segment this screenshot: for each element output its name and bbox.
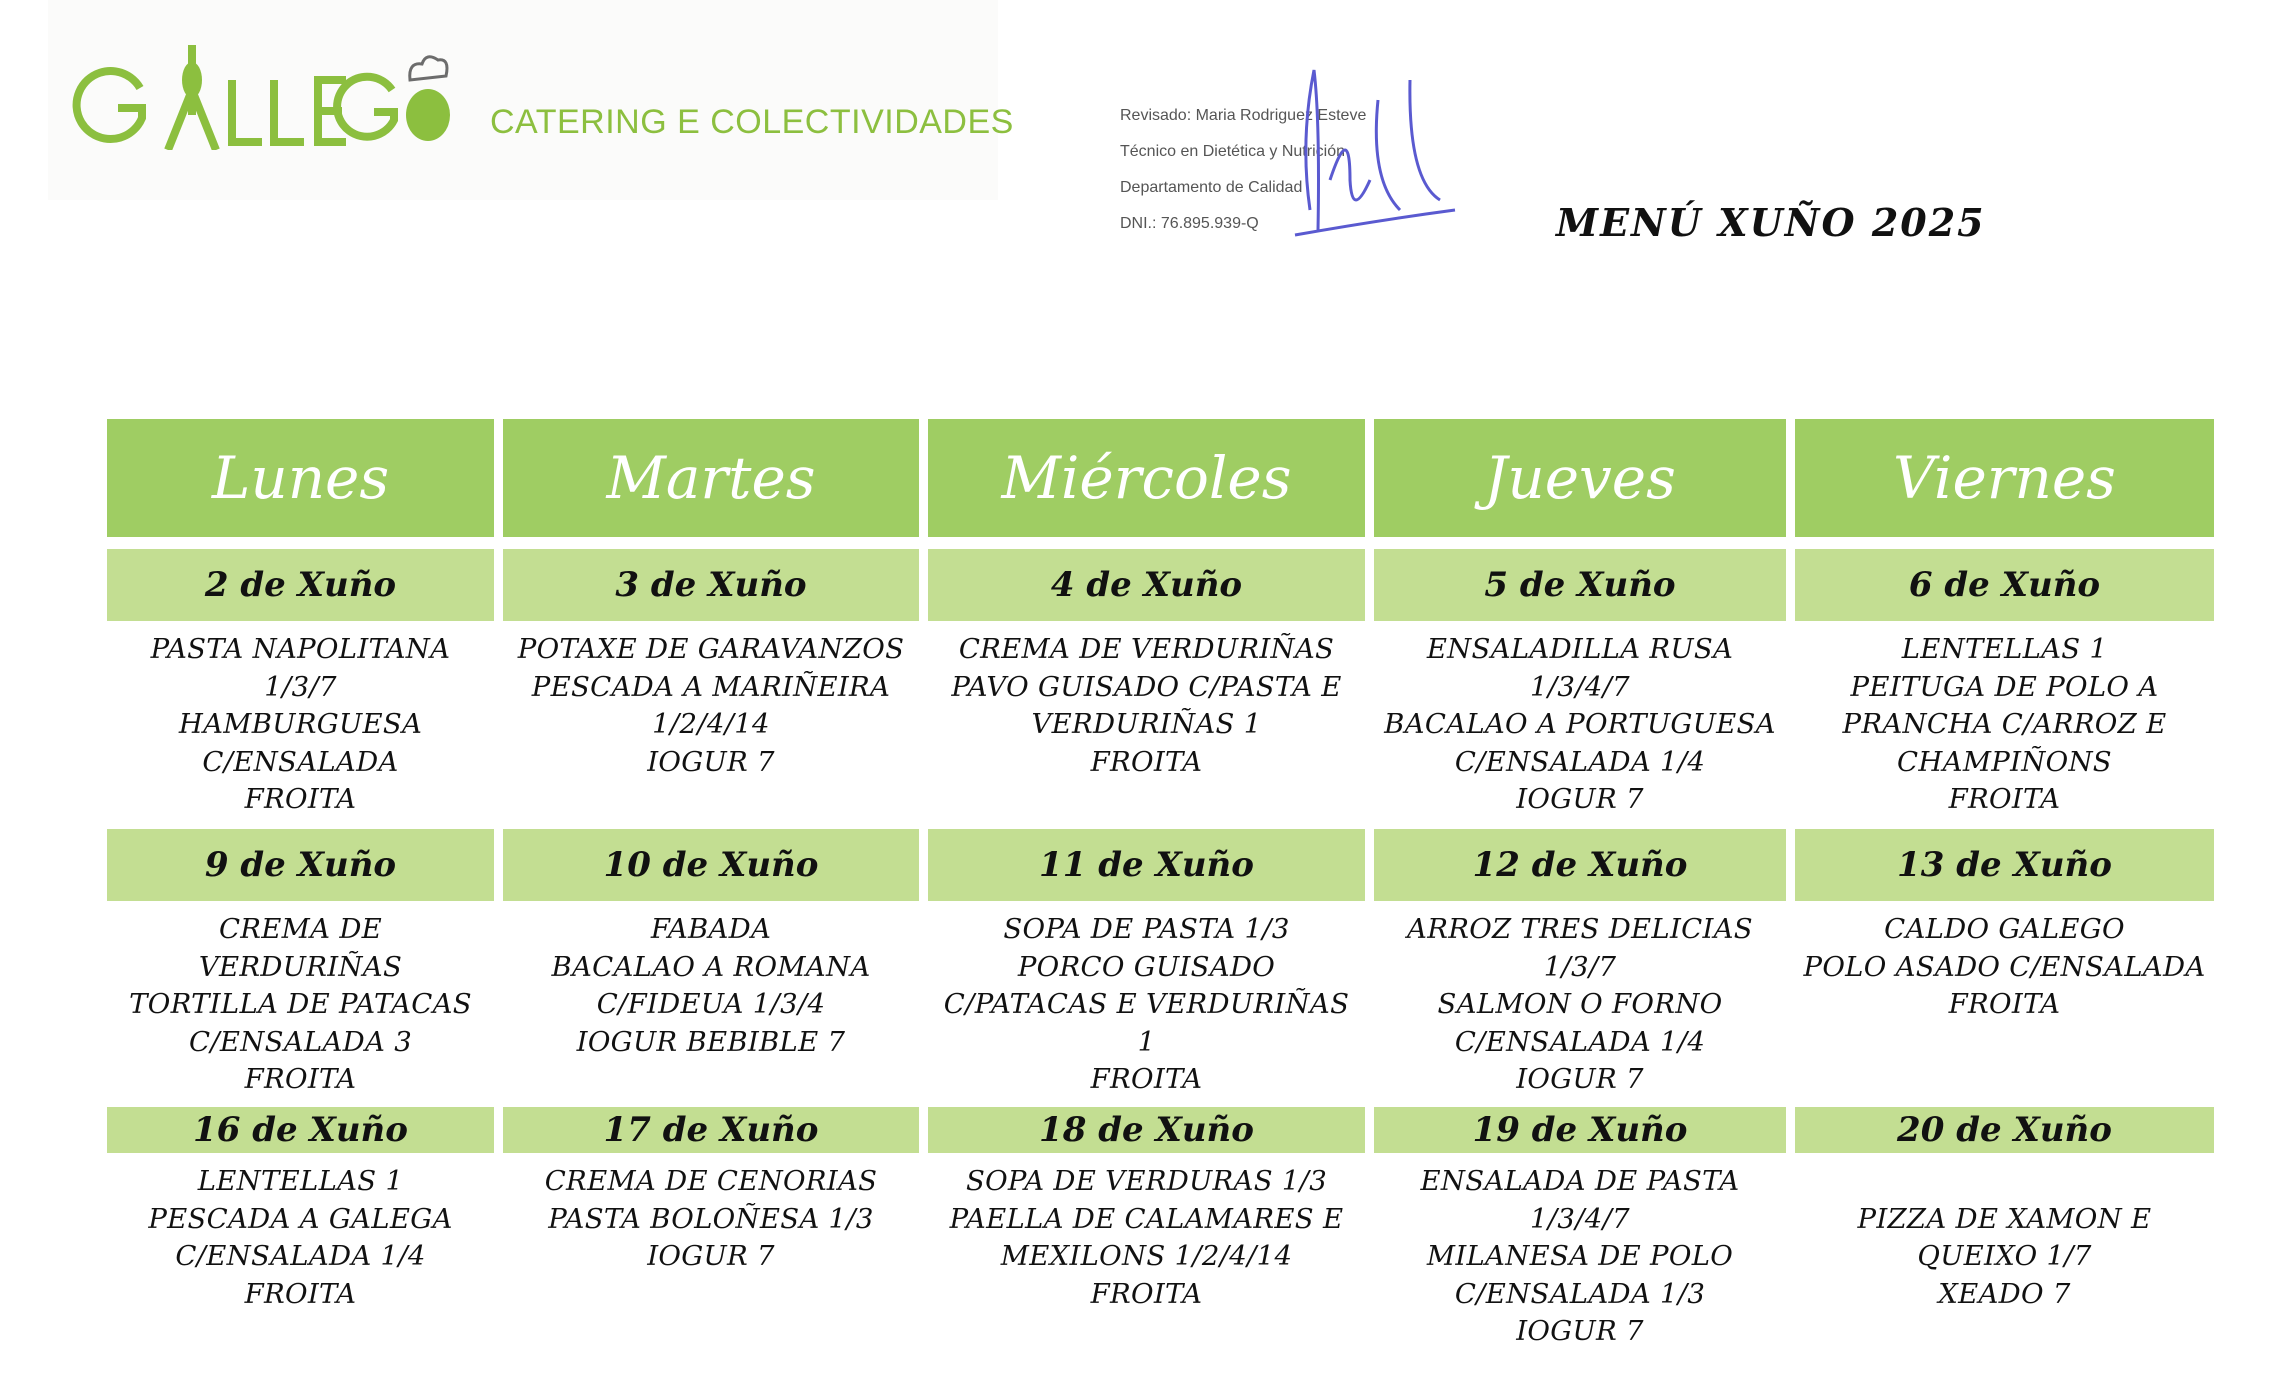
menu-item: FABADA bbox=[650, 913, 772, 945]
review-line: Revisado: Maria Rodriguez Esteve bbox=[1120, 107, 1367, 124]
date-cell: 10 de Xuño bbox=[503, 829, 919, 901]
menu-item: FROITA bbox=[1090, 1063, 1203, 1095]
date-cell: 9 de Xuño bbox=[107, 829, 494, 901]
menu-item: PASTA NAPOLITANA bbox=[150, 633, 451, 665]
menu-item: 1/3/7 bbox=[264, 670, 337, 703]
menu-item: XEADO 7 bbox=[1938, 1277, 2071, 1310]
date-cell: 12 de Xuño bbox=[1374, 829, 1786, 901]
menu-item: 1/2/4/14 bbox=[652, 708, 770, 740]
date-cell: 3 de Xuño bbox=[503, 549, 919, 621]
menu-item: ENSALADILLA RUSA bbox=[1426, 633, 1734, 665]
signature bbox=[1290, 60, 1460, 250]
menu-cell bbox=[107, 911, 494, 1099]
menu-item: VERDURIÑAS 1 bbox=[1031, 708, 1262, 740]
date-cell: 18 de Xuño bbox=[928, 1107, 1365, 1153]
menu-item: QUEIXO 1/7 bbox=[1917, 1240, 2092, 1272]
menu-item: PEITUGA DE POLO A bbox=[1850, 670, 2159, 703]
date-cell: 19 de Xuño bbox=[1374, 1107, 1786, 1153]
menu-cell bbox=[107, 1163, 494, 1313]
menu-item: 1/3/4/7 bbox=[1530, 670, 1630, 703]
date-cell: 20 de Xuño bbox=[1795, 1107, 2214, 1153]
menu-cell bbox=[1795, 631, 2214, 819]
date-cell: 5 de Xuño bbox=[1374, 549, 1786, 621]
menu-item: FROITA bbox=[244, 1063, 357, 1095]
menu-item: 1/3/7 bbox=[1543, 950, 1617, 983]
menu-item: CALDO GALEGO bbox=[1884, 913, 2125, 945]
menu-item: C/ENSALADA 1/3 bbox=[1454, 1277, 1706, 1310]
menu-item: SOPA DE VERDURAS 1/3 bbox=[965, 1165, 1328, 1197]
day-header-viernes: Viernes bbox=[1795, 419, 2214, 537]
menu-item: LENTELLAS 1 bbox=[197, 1165, 404, 1197]
menu-item: ENSALADA DE PASTA bbox=[1420, 1165, 1740, 1197]
menu-item: FROITA bbox=[244, 783, 357, 815]
menu-item: 1 bbox=[1137, 1025, 1156, 1058]
menu-item: CHAMPIÑONS bbox=[1897, 745, 2112, 778]
menu-cell bbox=[1374, 1163, 1786, 1351]
menu-item: PASTA BOLOÑESA 1/3 bbox=[548, 1202, 874, 1235]
menu-item: C/ENSALADA 1/4 bbox=[1454, 745, 1706, 778]
menu-item: CREMA DE VERDURIÑAS bbox=[958, 633, 1335, 665]
menu-item: C/ENSALADA 1/4 bbox=[175, 1240, 426, 1272]
menu-item: IOGUR BEBIBLE 7 bbox=[576, 1025, 846, 1058]
menu-cell bbox=[1374, 631, 1786, 819]
menu-item: IOGUR 7 bbox=[1516, 1063, 1644, 1095]
menu-item: MILANESA DE POLO bbox=[1426, 1240, 1734, 1272]
date-cell: 16 de Xuño bbox=[107, 1107, 494, 1153]
menu-item: CREMA DE CENORIAS bbox=[544, 1165, 878, 1197]
day-header-lunes: Lunes bbox=[107, 419, 494, 537]
menu-item: BACALAO A ROMANA bbox=[551, 950, 871, 983]
menu-item: VERDURIÑAS bbox=[198, 950, 403, 983]
menu-cell bbox=[107, 631, 494, 819]
day-header-jueves: Jueves bbox=[1374, 419, 1786, 537]
menu-item: C/ENSALADA bbox=[202, 745, 399, 778]
menu-item: SOPA DE PASTA 1/3 bbox=[1003, 913, 1290, 945]
menu-item bbox=[1795, 1163, 2214, 1201]
menu-item: FROITA bbox=[1948, 783, 2061, 815]
review-line: Departamento de Calidad bbox=[1120, 179, 1303, 196]
menu-item: POTAXE DE GARAVANZOS bbox=[517, 633, 905, 665]
menu-item: IOGUR 7 bbox=[647, 1240, 775, 1272]
menu-title: MENÚ XUÑO 2025 bbox=[1556, 200, 1986, 245]
menu-item: FROITA bbox=[1090, 745, 1203, 778]
menu-item: IOGUR 7 bbox=[1516, 1315, 1644, 1347]
menu-item: PIZZA DE XAMON E bbox=[1857, 1202, 2152, 1235]
menu-cell bbox=[928, 911, 1365, 1099]
menu-item: FROITA bbox=[244, 1277, 357, 1310]
menu-item: C/FIDEUA 1/3/4 bbox=[596, 988, 826, 1020]
date-cell: 17 de Xuño bbox=[503, 1107, 919, 1153]
gallego-logo bbox=[70, 40, 450, 150]
menu-cell bbox=[1795, 911, 2214, 1024]
date-cell: 13 de Xuño bbox=[1795, 829, 2214, 901]
menu-item: PORCO GUISADO bbox=[1017, 950, 1276, 983]
menu-item: C/ENSALADA 1/4 bbox=[1454, 1025, 1706, 1058]
menu-item: C/PATACAS E VERDURIÑAS bbox=[943, 988, 1350, 1020]
menu-item: POLO ASADO C/ENSALADA bbox=[1803, 950, 2206, 983]
menu-item: IOGUR 7 bbox=[647, 745, 775, 778]
menu-item: ARROZ TRES DELICIAS bbox=[1407, 913, 1753, 945]
menu-item: PESCADA A GALEGA bbox=[148, 1202, 453, 1235]
date-cell: 11 de Xuño bbox=[928, 829, 1365, 901]
menu-item: PRANCHA C/ARROZ E bbox=[1842, 708, 2167, 740]
menu-item: LENTELLAS 1 bbox=[1901, 633, 2108, 665]
menu-item: BACALAO A PORTUGUESA bbox=[1384, 708, 1776, 740]
menu-cell bbox=[503, 631, 919, 781]
menu-item: PAELLA DE CALAMARES E bbox=[949, 1202, 1344, 1235]
date-cell: 4 de Xuño bbox=[928, 549, 1365, 621]
menu-item: PAVO GUISADO C/PASTA E bbox=[951, 670, 1342, 703]
company-tagline: CATERING E COLECTIVIDADES bbox=[490, 103, 1014, 141]
menu-cell bbox=[1795, 1163, 2214, 1313]
review-line: DNI.: 76.895.939-Q bbox=[1120, 215, 1259, 232]
menu-item: MEXILONS 1/2/4/14 bbox=[1000, 1240, 1293, 1272]
menu-item: HAMBURGUESA bbox=[178, 708, 423, 740]
date-cell: 6 de Xuño bbox=[1795, 549, 2214, 621]
menu-cell bbox=[1374, 911, 1786, 1099]
menu-item: 1/3/4/7 bbox=[1530, 1202, 1630, 1235]
menu-item: SALMON O FORNO bbox=[1437, 988, 1723, 1020]
menu-item: CREMA DE bbox=[218, 913, 383, 945]
review-line: Técnico en Dietética y Nutrición bbox=[1120, 143, 1345, 160]
menu-item: FROITA bbox=[1948, 988, 2061, 1020]
date-cell: 2 de Xuño bbox=[107, 549, 494, 621]
menu-item: TORTILLA DE PATACAS bbox=[129, 988, 472, 1020]
menu-item: C/ENSALADA 3 bbox=[188, 1025, 412, 1058]
menu-cell bbox=[503, 911, 919, 1061]
menu-cell bbox=[928, 1163, 1365, 1313]
menu-item: FROITA bbox=[1090, 1277, 1203, 1310]
menu-item: PESCADA A MARIÑEIRA bbox=[531, 670, 891, 703]
menu-item: IOGUR 7 bbox=[1516, 783, 1644, 815]
day-header-miercoles: Miércoles bbox=[928, 419, 1365, 537]
menu-cell bbox=[928, 631, 1365, 781]
day-header-martes: Martes bbox=[503, 419, 919, 537]
menu-cell bbox=[503, 1163, 919, 1276]
